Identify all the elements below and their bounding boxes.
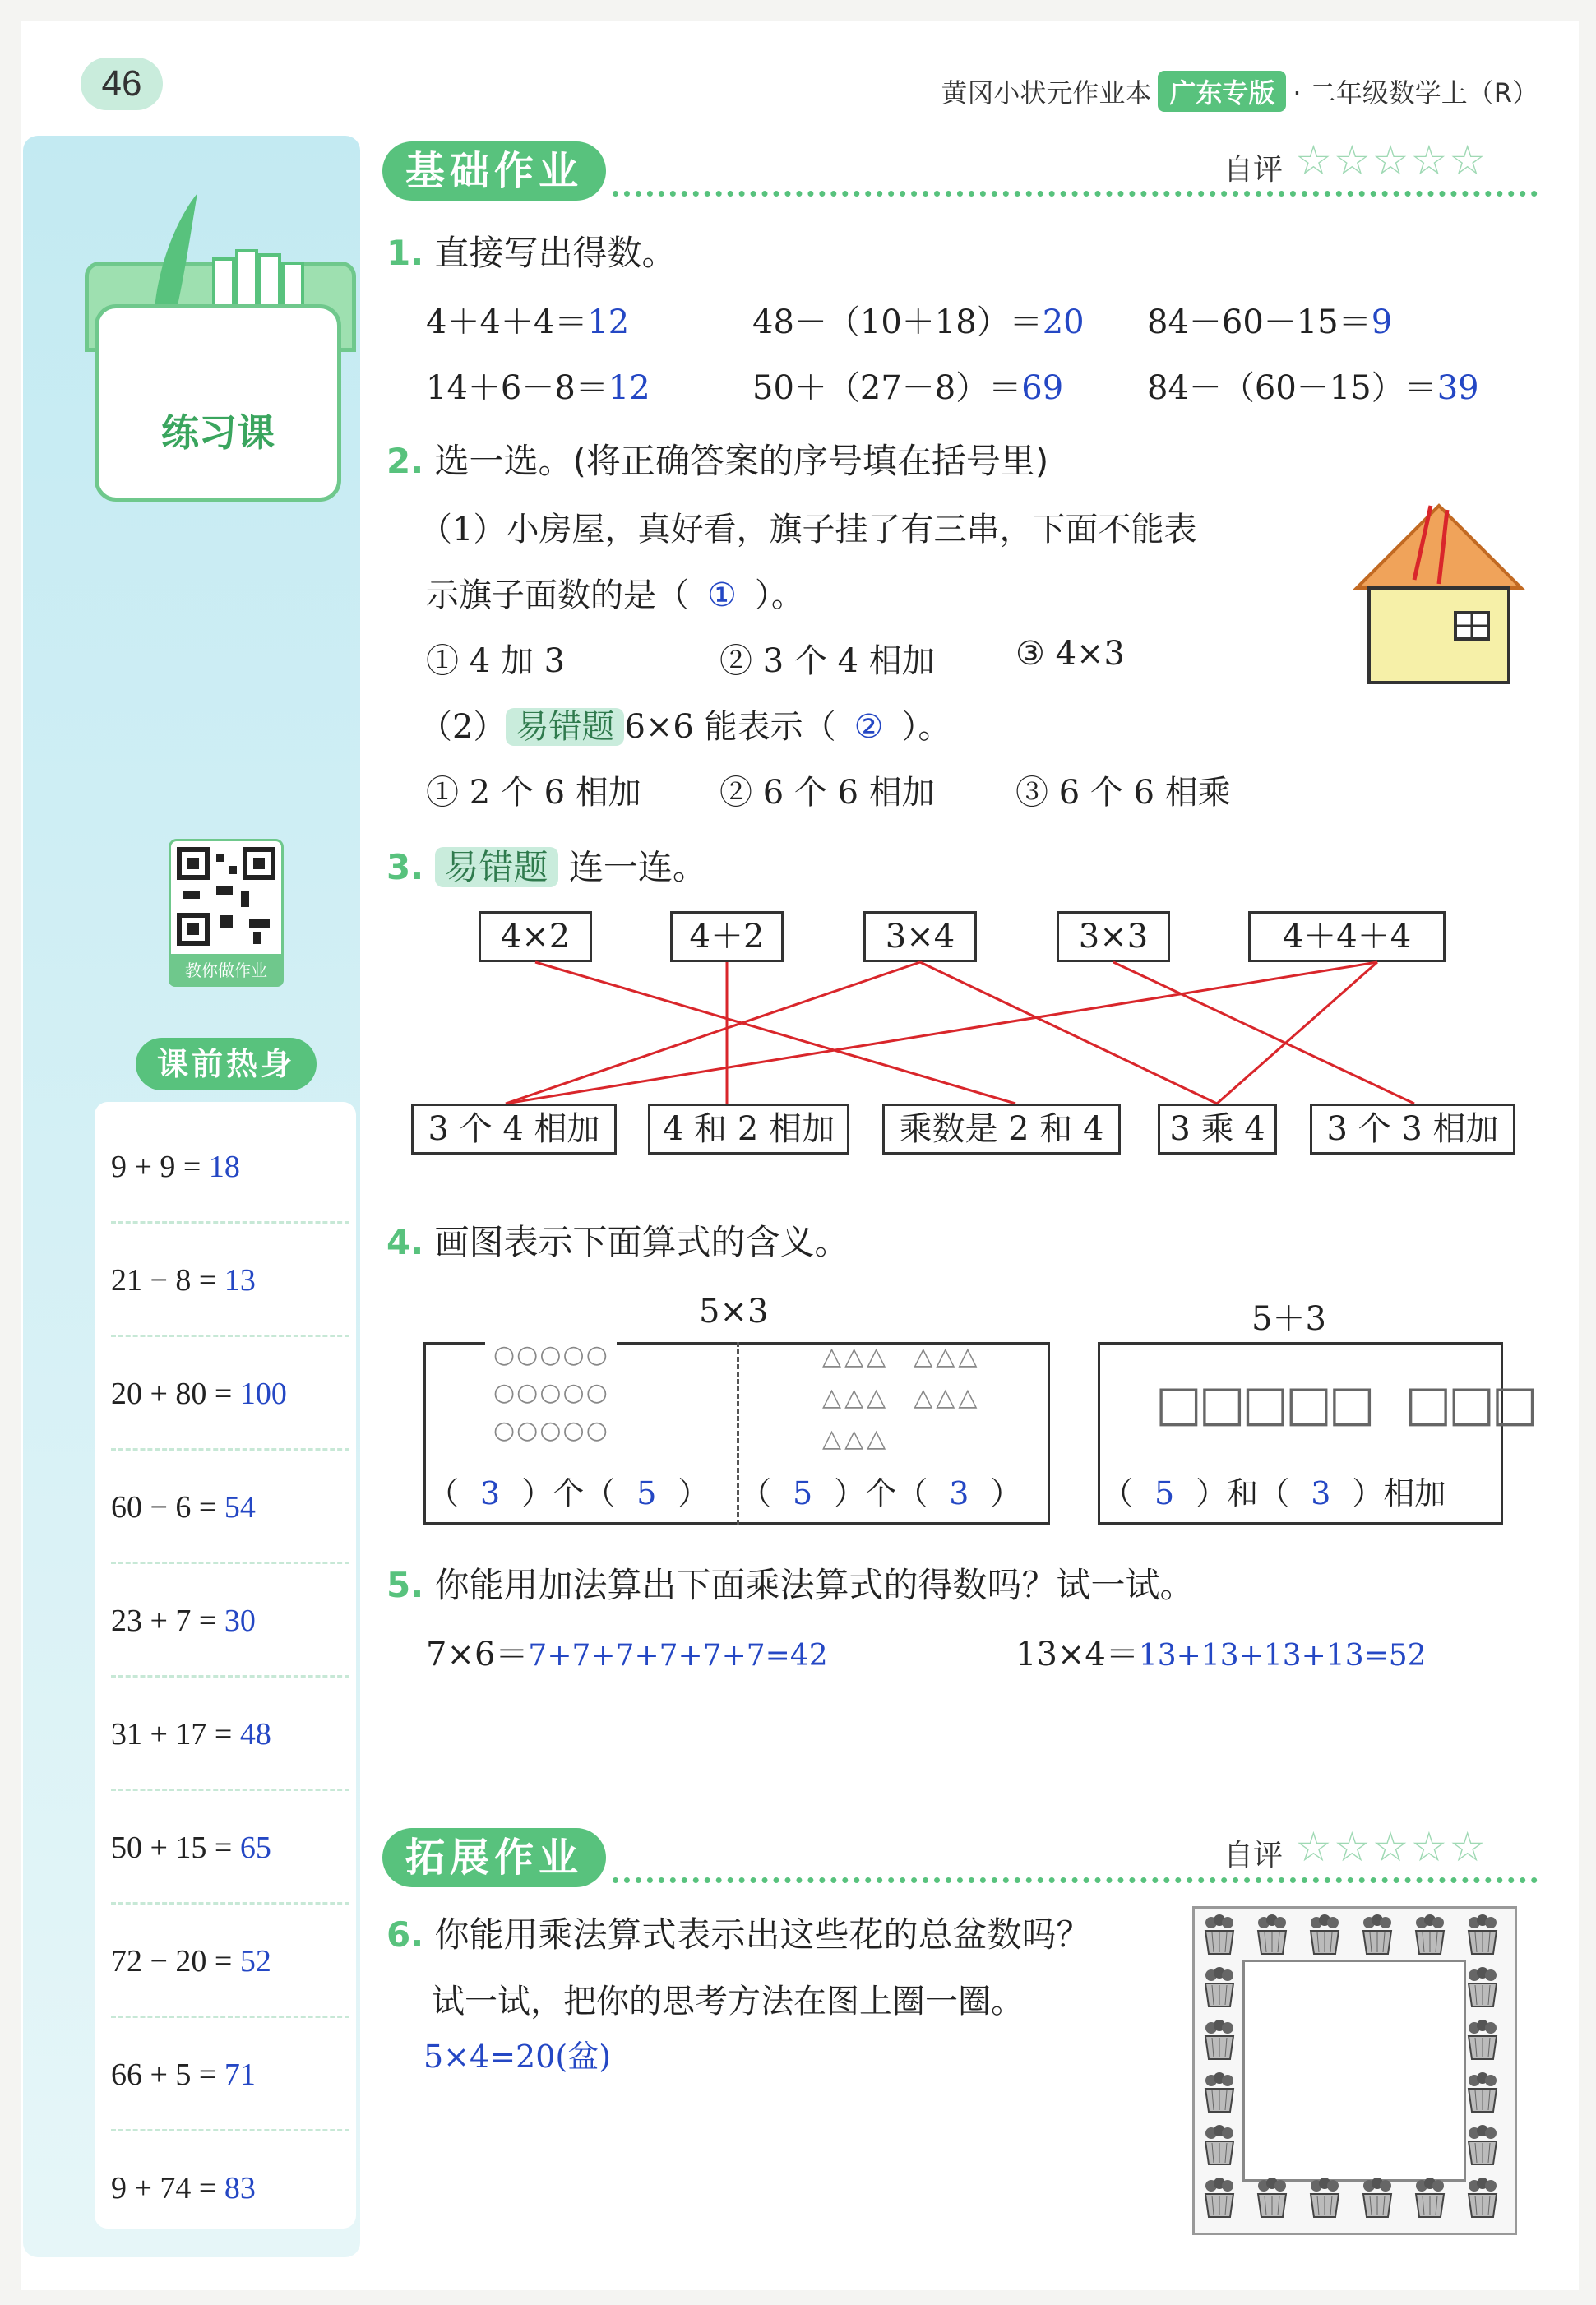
text: 6×6 能表示（ [624, 708, 836, 746]
answer: 3 [949, 1475, 969, 1511]
section-title-extend: 拓展作业 [382, 1828, 606, 1887]
match-bottom-box[interactable]: 4 和 2 相加 [648, 1104, 849, 1155]
warmup-item [111, 1791, 349, 1905]
expression: 13×4＝ [1015, 1636, 1139, 1673]
answer: 100 [239, 1377, 287, 1411]
flower-pot-icon [1462, 1965, 1503, 2008]
answer: 30 [224, 1604, 256, 1638]
triangles-group: △△△ [822, 1424, 890, 1453]
match-bottom-box[interactable]: 3 个 4 相加 [411, 1104, 617, 1155]
section-title-basic: 基础作业 [382, 141, 606, 201]
q4-right-title: 5＋3 [1251, 1300, 1326, 1338]
expression: 31 + 17 = [111, 1717, 233, 1752]
text: （ [740, 1475, 772, 1511]
triangles-group: △△△ [822, 1342, 890, 1371]
triangle-drawing [822, 1336, 980, 1460]
match-top-box[interactable]: 3×4 [863, 911, 977, 962]
expression: 48－（10＋18）＝ [752, 303, 1043, 341]
answer: 12 [587, 303, 630, 341]
question-text: 你能用加法算出下面乘法算式的得数吗？试一试。 [434, 1565, 1195, 1605]
grade-label: · 二年级数学上（R） [1293, 77, 1538, 109]
dotted-divider [613, 1877, 1538, 1883]
expression: 9 + 74 = [111, 2171, 217, 2205]
question-number: 2. [386, 441, 424, 481]
flower-pot-icon [1251, 1913, 1293, 1956]
squares-group: □□□ [1404, 1375, 1535, 1433]
expression: 14＋6－8＝ [426, 369, 608, 407]
flower-pot-icon [1462, 2123, 1503, 2166]
q4-left-title: 5×3 [699, 1293, 769, 1331]
flower-pot-icon [1199, 2176, 1240, 2219]
question-6 [386, 1908, 1091, 1957]
expression: 7×6＝ [426, 1636, 529, 1673]
q6-answer: 5×4=20(盆) [423, 2039, 612, 2075]
q2-part1-line1: （1）小房屋，真好看，旗子挂了有三串，下面不能表 [419, 511, 1197, 548]
question-1 [386, 226, 677, 275]
answer: 13 [224, 1263, 256, 1298]
match-bottom-box[interactable]: 乘数是 2 和 4 [882, 1104, 1121, 1155]
q5-item [426, 1628, 828, 1675]
flower-pot-icon [1199, 1913, 1240, 1956]
warmup-item [111, 1678, 349, 1791]
square-drawing [1155, 1375, 1535, 1433]
expression: 60 − 6 = [111, 1490, 217, 1525]
text: ）个（ [834, 1475, 928, 1511]
text: ）。 [901, 708, 951, 746]
q2-part1-line2 [426, 569, 804, 616]
expression: 20 + 80 = [111, 1377, 233, 1411]
answer: 9 [1371, 303, 1393, 341]
q4-right-answer [1102, 1468, 1446, 1513]
expression: 9 + 9 = [111, 1150, 201, 1184]
answer: 52 [239, 1944, 271, 1979]
text: ）。 [754, 576, 804, 614]
lesson-type: 练习课 [161, 410, 275, 455]
q2-option: ② 3 个 4 相加 [719, 642, 935, 680]
self-eval-label: 自评 [1224, 153, 1284, 187]
answer: 3 [480, 1475, 501, 1511]
answer: 7+7+7+7+7+7=42 [528, 1639, 828, 1673]
question-3 [386, 840, 707, 890]
text: （2） [419, 708, 507, 746]
q1-item [426, 362, 650, 409]
question-number: 5. [386, 1565, 424, 1605]
book-header [941, 71, 1538, 112]
circles-row: ○○○○○ [493, 1340, 609, 1369]
flower-pot-icon [1304, 2176, 1345, 2219]
circles-row: ○○○○○ [493, 1416, 609, 1445]
question-4 [386, 1215, 849, 1265]
question-text: 选一选。(将正确答案的序号填在括号里) [434, 441, 1049, 481]
flower-pot-icon [1409, 1913, 1450, 1956]
answer: 5 [1154, 1475, 1175, 1511]
flower-grid [1192, 1906, 1517, 2235]
question-5 [386, 1558, 1195, 1608]
expression: 72 − 20 = [111, 1944, 233, 1979]
q4-left-answer-b [740, 1468, 1021, 1513]
answer: 39 [1436, 369, 1479, 407]
expression: 23 + 7 = [111, 1604, 217, 1638]
text: （ [1102, 1475, 1134, 1511]
warmup-item [111, 1905, 349, 2018]
warmup-item [111, 1337, 349, 1451]
question-text: 画图表示下面算式的含义。 [434, 1222, 849, 1262]
warmup-title: 课前热身 [136, 1038, 317, 1090]
flower-pot-icon [1462, 2071, 1503, 2113]
answer: 65 [239, 1831, 271, 1865]
q1-item [752, 362, 1063, 409]
match-top-box[interactable]: 4×2 [479, 911, 592, 962]
flower-pot-icon [1357, 1913, 1398, 1956]
circles-row: ○○○○○ [493, 1378, 609, 1407]
q2-option: ① 2 个 6 相加 [426, 774, 641, 812]
text: ）和（ [1196, 1475, 1290, 1511]
answer: 83 [224, 2171, 256, 2205]
flower-pot-icon [1199, 1965, 1240, 2008]
q5-item [1015, 1628, 1427, 1675]
warmup-item [111, 2131, 349, 2245]
expression: 50 + 15 = [111, 1831, 233, 1865]
match-top-box[interactable]: 3×3 [1057, 911, 1170, 962]
answer: 18 [208, 1150, 240, 1184]
answer: 12 [608, 369, 650, 407]
text: 示旗子面数的是（ [426, 576, 689, 614]
question-2 [386, 434, 1048, 484]
q1-item [752, 296, 1085, 343]
q2-option: ③ 4×3 [1015, 635, 1125, 673]
q2-option: ② 6 个 6 相加 [719, 774, 935, 812]
q2-option: ③ 6 个 6 相乘 [1015, 774, 1231, 812]
question-text: 直接写出得数。 [434, 233, 677, 273]
question-6-line2: 试一试，把你的思考方法在图上圈一圈。 [432, 1983, 1024, 2020]
flower-grid-inner [1242, 1960, 1466, 2182]
warmup-item [111, 1451, 349, 1564]
triangles-group: △△△ [914, 1342, 981, 1371]
flower-pot-icon [1199, 2123, 1240, 2166]
answer: 5 [636, 1475, 657, 1511]
question-text: 你能用乘法算式表示出这些花的总盆数吗？ [434, 1914, 1091, 1955]
question-number: 4. [386, 1222, 424, 1262]
divider-dashed [737, 1342, 739, 1525]
self-eval-label: 自评 [1224, 1839, 1284, 1872]
qr-code-icon [171, 841, 281, 951]
question-number: 6. [386, 1914, 424, 1955]
q4-left-answer-a [428, 1468, 709, 1513]
page-number: 46 [81, 58, 163, 110]
text: （ [428, 1475, 460, 1511]
answer: 20 [1042, 303, 1085, 341]
match-bottom-box[interactable]: 3 个 3 相加 [1310, 1104, 1515, 1155]
text: ）个（ [521, 1475, 616, 1511]
q1-item [1147, 296, 1392, 343]
expression: 4＋4＋4＝ [426, 303, 588, 341]
question-text: 连一连。 [568, 847, 707, 887]
expression: 84－60－15＝ [1147, 303, 1372, 341]
expression: 66 + 5 = [111, 2057, 217, 2092]
house-icon [1349, 498, 1529, 687]
expression: 50＋（27－8）＝ [752, 369, 1022, 407]
answer: ② [854, 708, 884, 746]
match-top-box[interactable]: 4＋2 [670, 911, 784, 962]
answer: 3 [1311, 1475, 1331, 1511]
flower-pot-icon [1199, 2018, 1240, 2061]
self-eval-stars[interactable]: ☆☆☆☆☆ [1295, 137, 1488, 184]
q2-part2 [419, 701, 951, 748]
answer: 13+13+13+13=52 [1138, 1639, 1427, 1673]
warmup-item [111, 1224, 349, 1337]
answer: ① [707, 576, 737, 614]
question-number: 1. [386, 233, 424, 273]
flower-pot-icon [1304, 1913, 1345, 1956]
q1-item [1147, 362, 1479, 409]
text: ）相加 [1352, 1475, 1446, 1511]
match-top-box[interactable]: 4＋4＋4 [1248, 911, 1446, 962]
flower-pot-icon [1199, 2071, 1240, 2113]
flower-pot-icon [1462, 2018, 1503, 2061]
flower-pot-icon [1462, 1913, 1503, 1956]
warmup-item [111, 1110, 349, 1224]
text: ） [990, 1475, 1022, 1511]
flower-pot-icon [1409, 2176, 1450, 2219]
warmup-item [111, 1564, 349, 1678]
flower-pot-icon [1251, 2176, 1293, 2219]
match-bottom-box[interactable]: 3 乘 4 [1158, 1104, 1277, 1155]
expression: 21 − 8 = [111, 1263, 217, 1298]
flower-pot-icon [1357, 2176, 1398, 2219]
expression: 84－（60－15）＝ [1147, 369, 1437, 407]
error-prone-tag: 易错题 [435, 847, 558, 887]
text: ） [678, 1475, 710, 1511]
q1-item [426, 296, 629, 343]
q2-option: ① 4 加 3 [426, 642, 566, 680]
answer: 5 [793, 1475, 813, 1511]
warmup-item [111, 2018, 349, 2131]
book-title: 黄冈小状元作业本 [941, 77, 1152, 109]
dotted-divider [613, 191, 1538, 197]
triangles-group: △△△ [822, 1383, 890, 1412]
answer: 54 [224, 1490, 256, 1525]
squares-group: □□□□□ [1155, 1375, 1372, 1433]
triangles-group: △△△ [914, 1383, 981, 1412]
answer: 48 [239, 1717, 271, 1752]
circle-drawing [493, 1336, 609, 1450]
qr-caption: 教你做作业 [169, 954, 284, 987]
flower-pot-icon [1462, 2176, 1503, 2219]
self-eval-stars[interactable]: ☆☆☆☆☆ [1295, 1823, 1488, 1871]
edition-tag: 广东专版 [1158, 71, 1286, 112]
error-prone-tag: 易错题 [506, 708, 624, 746]
answer: 71 [224, 2057, 256, 2092]
question-number: 3. [386, 847, 424, 887]
answer: 69 [1021, 369, 1064, 407]
